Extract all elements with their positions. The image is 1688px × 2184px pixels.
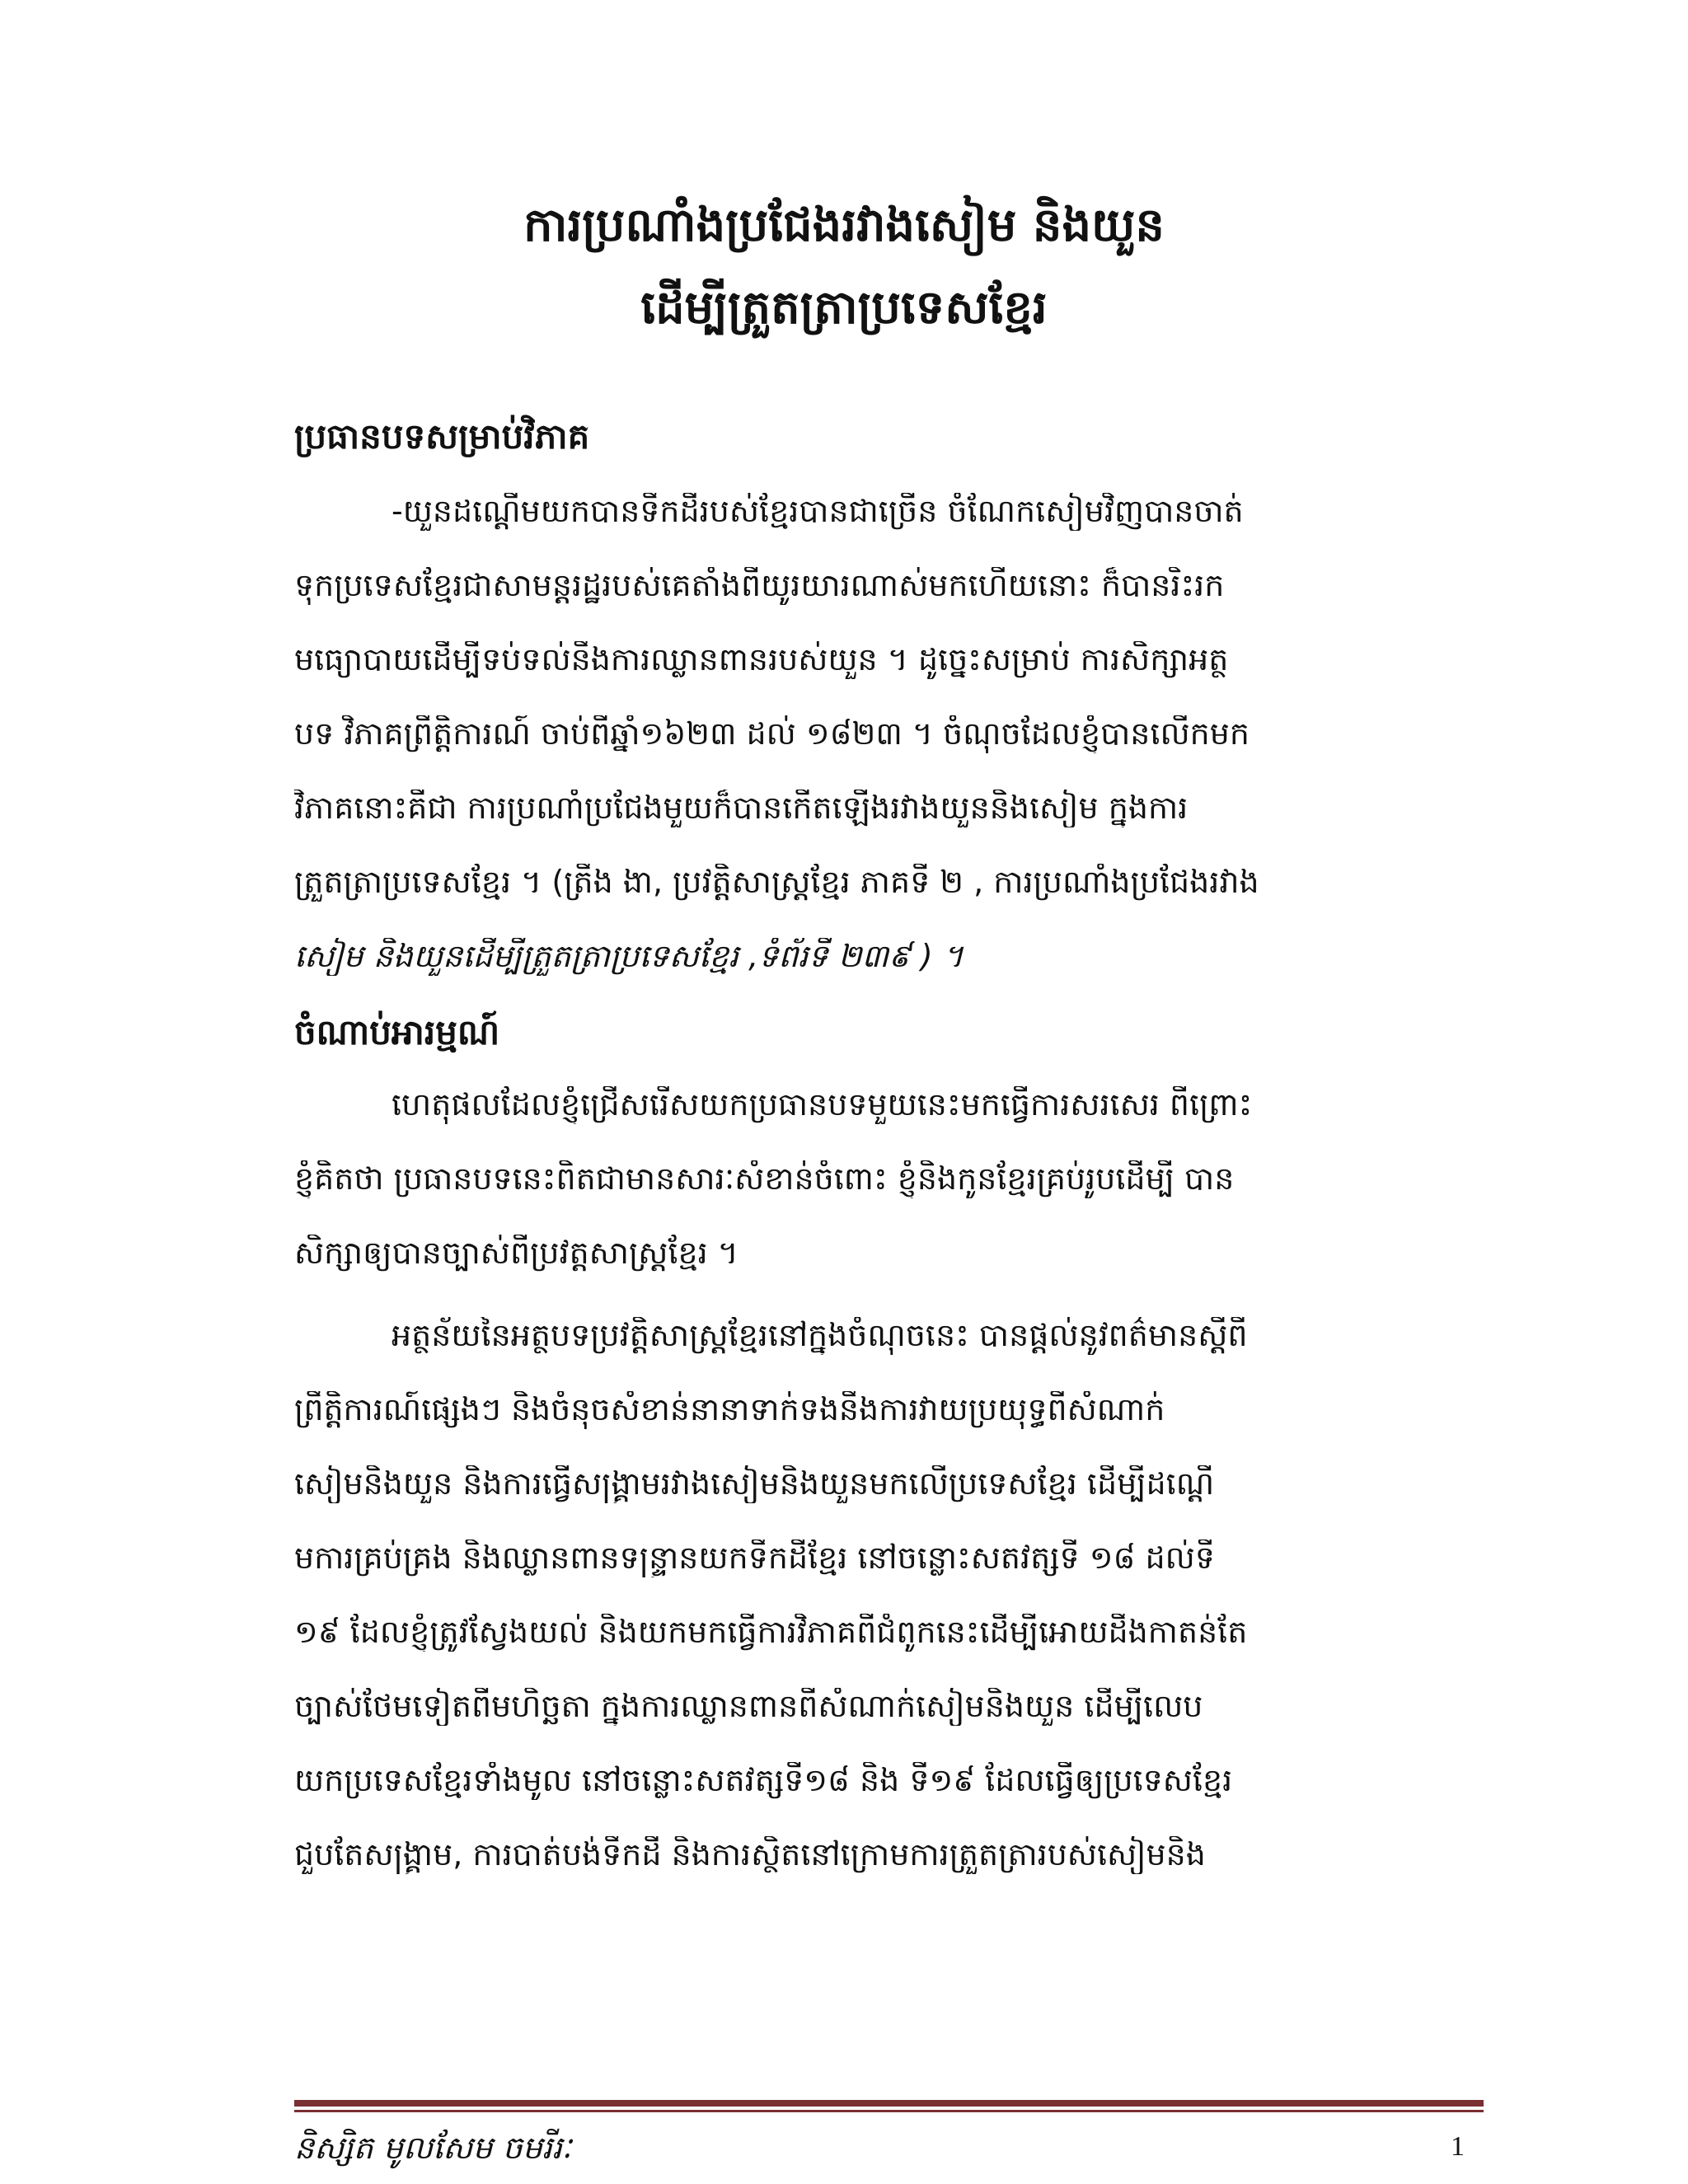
paragraph-line: ច្បាស់ថែមទៀតពីមហិច្ឆតា ក្នុងការឈ្លានពានពីសំណាក់សៀមនិងយួន ដើម្បីលេប [294, 1688, 1203, 1724]
footer-rule-thick [294, 2100, 1484, 2107]
paragraph-line-citation: សៀម និងយួនដើម្បីត្រួតត្រាប្រទេសខ្មែរ ,ទំព័រទី ២៣៩ ) ។ [294, 938, 964, 974]
paragraph-line: ហេតុផលដែលខ្ញុំជ្រើសរើសយកប្រធានបទមួយនេះមកធ្វើការសរសេរ ពីព្រោះ [392, 1086, 1253, 1122]
section-heading-impression: ចំណាប់អារម្មណ៍ [294, 1012, 500, 1052]
footer-rule-thin [294, 2110, 1484, 2112]
paragraph-line: មធ្យោបាយដើម្បីទប់ទល់នឹងការឈ្លានពានរបស់យួន ។ ដូច្នេះសម្រាប់ ការសិក្សាអត្ថ [294, 641, 1229, 677]
paragraph-line: ជួបតែសង្គ្រាម, ការបាត់បង់ទឹកដី និងការស្ថិតនៅក្រោមការត្រួតត្រារបស់សៀមនិង [294, 1836, 1206, 1872]
paragraph-line: មការគ្រប់គ្រង និងឈ្លានពានទន្ទ្រានយកទឹកដីខ្មែរ នៅចន្លោះសតវត្សទី ១៨ ដល់ទី [294, 1540, 1215, 1576]
section-heading-topic: ប្រធានបទសម្រាប់វិភាគ [294, 416, 590, 457]
paragraph-line: អត្ថន័យនៃអត្ថបទប្រវត្តិសាស្ត្រខ្មែរនៅក្នុងចំណុចនេះ បានផ្តល់នូវពត៌មានស្តីពី [392, 1317, 1248, 1353]
document-title-line-2: ដើម្បីត្រួតត្រាប្រទេសខ្មែរ [640, 281, 1048, 335]
paragraph-line: ទុកប្រទេសខ្មែរជាសាមន្តរដ្ឋរបស់គេតាំងពីយូរយារណាស់មកហើយនោះ ក៏បានរិះរក [294, 567, 1225, 603]
page-number: 1 [1451, 2131, 1465, 2162]
document-title-line-1: ការប្រណាំងប្រជែងរវាងសៀម និងយួន [523, 199, 1165, 252]
paragraph-line: ព្រឹត្តិការណ៍ផ្សេងៗ និងចំនុចសំខាន់នានាទាក់ទងនឹងការវាយប្រយុទ្ធពីសំណាក់ [294, 1391, 1165, 1427]
paragraph-line: វិភាគនោះគឺជា ការប្រណាំប្រជែងមួយក៏បានកើតឡើងរវាងយួននិងសៀម ក្នុងការ [294, 790, 1189, 826]
paragraph-line: បទ វិភាគព្រឹត្តិការណ៍ ចាប់ពីឆ្នាំ១៦២៣ ដល់ ១៨២៣ ។ ចំណុចដែលខ្ញុំបានលើកមក [294, 715, 1250, 752]
paragraph-line: សៀមនិងយួន និងការធ្វើសង្គ្រាមរវាងសៀមនិងយួនមកលើប្រទេសខ្មែរ ដើម្បីដណ្តើ [294, 1465, 1215, 1502]
paragraph-line: -យួនដណ្តើមយកបានទឹកដីរបស់ខ្មែរបានជាច្រើន ចំណែកសៀមវិញបានចាត់ [392, 493, 1244, 529]
footer-author-name: និស្សិត មូលសែម ចមរីរៈ [294, 2130, 572, 2166]
paragraph-line: សិក្សាឲ្យបានច្បាស់ពីប្រវត្តសាស្ត្រខ្មែរ ។ [294, 1235, 738, 1271]
paragraph-line: ខ្ញុំគិតថា ប្រធានបទនេះពិតជាមានសារៈសំខាន់ចំពោះ ខ្ញុំនិងកូនខ្មែរគ្រប់រូបដើម្បី បាន [294, 1160, 1235, 1197]
paragraph-line-citation: ត្រួតត្រាប្រទេសខ្មែរ ។ (ត្រឹង ងា, ប្រវត្តិសាស្ត្រខ្មែរ ភាគទី ២ , ការប្រណាំងប្រជែងរវាង [294, 864, 1259, 900]
paragraph-line: យកប្រទេសខ្មែរទាំងមូល នៅចន្លោះសតវត្សទី១៨ និង ទី១៩ ដែលធ្វើឲ្យប្រទេសខ្មែរ [294, 1762, 1233, 1798]
paragraph-line: ១៩ ដែលខ្ញុំត្រូវស្វែងយល់ និងយកមកធ្វើការវិភាគពីជំពូកនេះដើម្បីអោយដឹងកាតន់តែ [294, 1614, 1248, 1650]
